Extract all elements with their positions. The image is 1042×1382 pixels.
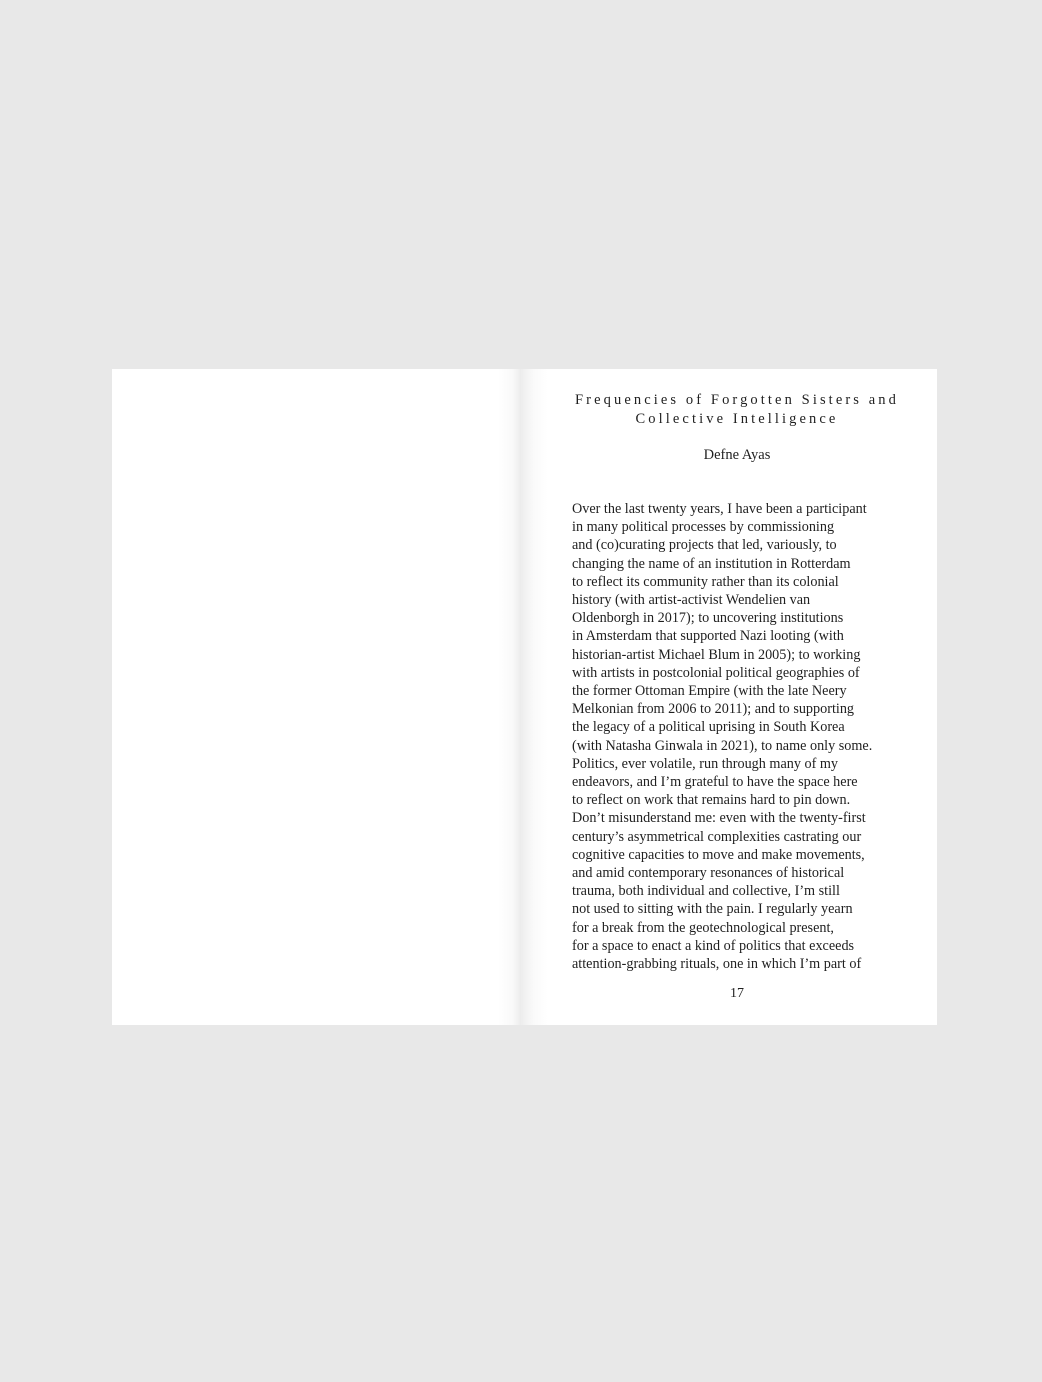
body-line: century’s asymmetrical complexities castrating our	[572, 828, 862, 845]
body-line: not used to sitting with the pain. I regularly yearn	[572, 901, 853, 918]
body-line: and (co)curating projects that led, variously, to	[572, 537, 837, 554]
body-line: trauma, both individual and collective, I’m still	[572, 883, 840, 900]
body-line: (with Natasha Ginwala in 2021), to name only some.	[572, 737, 873, 754]
body-line: historian-artist Michael Blum in 2005); to working	[572, 646, 861, 663]
body-line: attention-grabbing rituals, one in which I’m part of	[572, 956, 862, 973]
essay-title-line: Collective Intelligence	[635, 410, 839, 427]
left-page-blank	[112, 369, 517, 1025]
body-line: in many political processes by commissioning	[572, 519, 835, 536]
right-page	[517, 369, 937, 1025]
body-line: Over the last twenty years, I have been a participant	[572, 501, 867, 517]
body-line: to reflect on work that remains hard to pin down.	[572, 792, 851, 809]
body-line: endeavors, and I’m grateful to have the space here	[572, 774, 858, 791]
body-line: changing the name of an institution in Rotterdam	[572, 555, 851, 572]
body-line: Oldenborgh in 2017); to uncovering institutions	[572, 610, 844, 627]
body-line: history (with artist-activist Wendelien van	[572, 592, 811, 609]
body-line: cognitive capacities to move and make movements,	[572, 846, 865, 863]
body-line: with artists in postcolonial political geographies of	[572, 664, 860, 681]
body-line: Don’t misunderstand me: even with the twenty-first	[572, 810, 866, 827]
body-line: the former Ottoman Empire (with the late Neery	[572, 683, 847, 700]
body-line: for a break from the geotechnological present,	[572, 919, 834, 936]
essay-title-line: Frequencies of Forgotten Sisters and	[575, 392, 899, 408]
essay-author: Defne Ayas	[703, 447, 771, 463]
essay-title	[572, 391, 902, 428]
body-line: the legacy of a political uprising in South Korea	[572, 719, 845, 736]
body-line: in Amsterdam that supported Nazi looting (with	[572, 628, 844, 645]
body-line: and amid contemporary resonances of historical	[572, 865, 845, 882]
body-line: to reflect its community rather than its colonial	[572, 573, 839, 590]
body-line: Politics, ever volatile, run through many of my	[572, 755, 838, 772]
page-number: 17	[730, 986, 744, 1001]
book-spread	[112, 369, 937, 1025]
body-line: for a space to enact a kind of politics that exceeds	[572, 937, 855, 954]
body-line: Melkonian from 2006 to 2011); and to supporting	[572, 701, 855, 718]
essay-body	[572, 500, 912, 973]
